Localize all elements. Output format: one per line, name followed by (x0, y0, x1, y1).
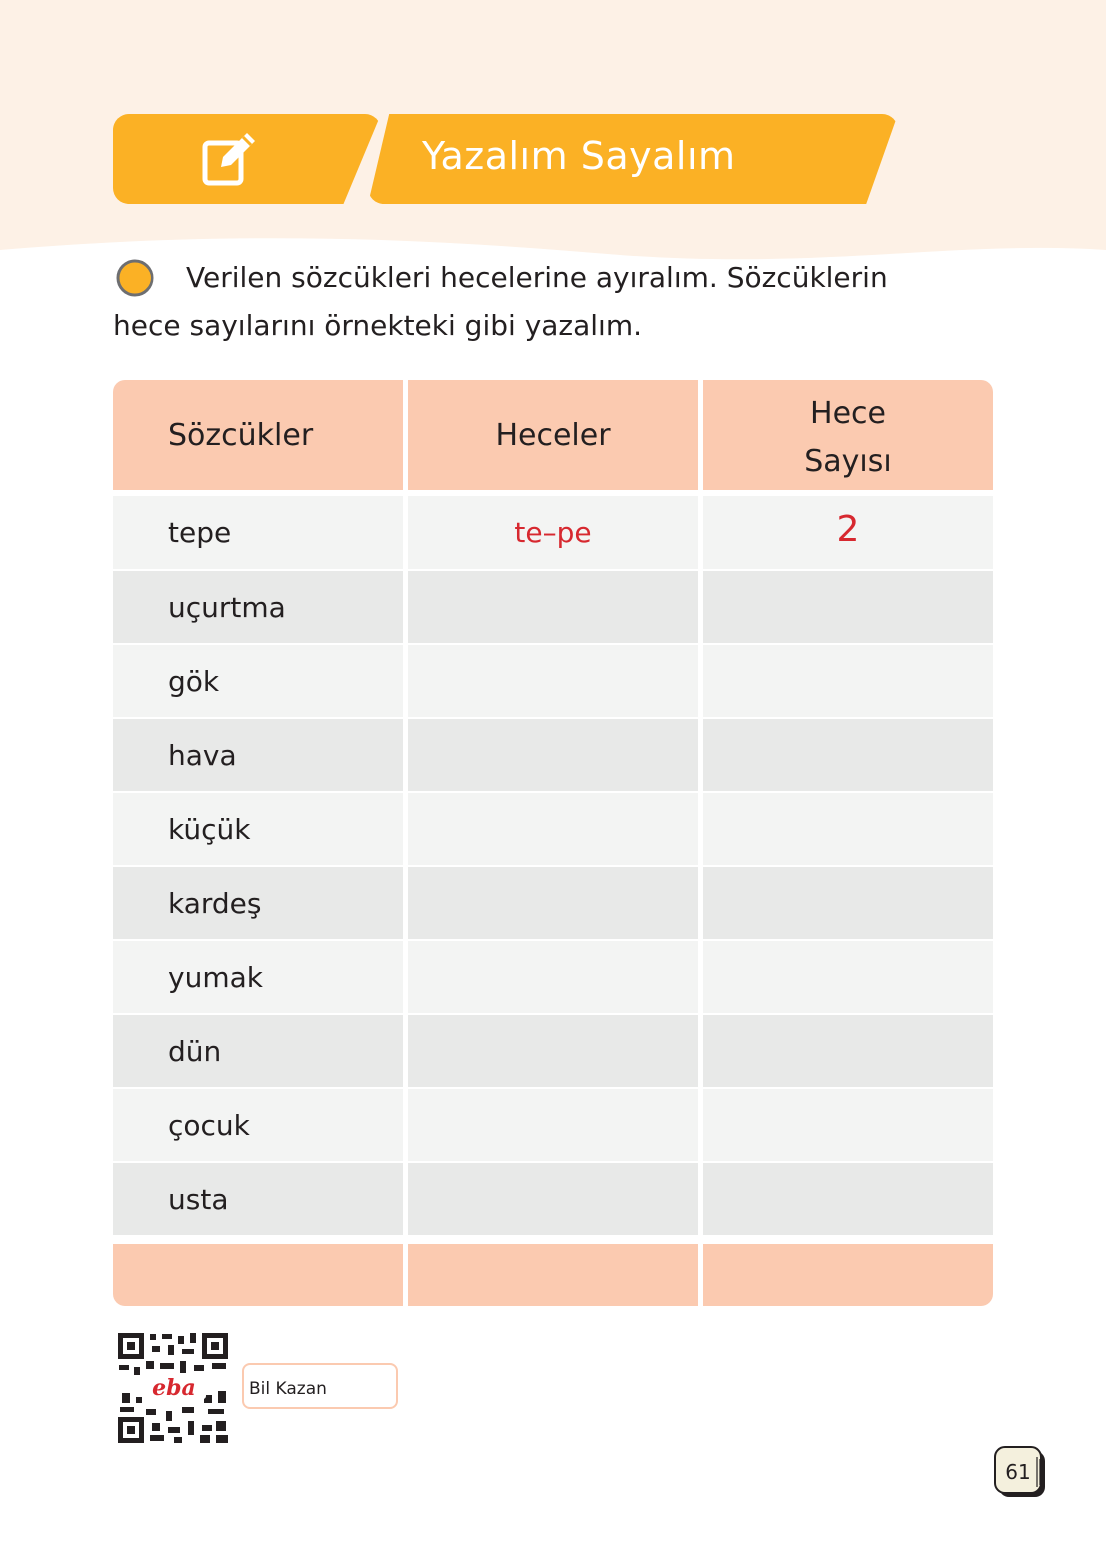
header-syllables: Heceler (408, 380, 698, 490)
table-row-word: çocuk (113, 1089, 403, 1161)
table-row-syllables[interactable]: te–pe (408, 496, 698, 569)
header-words: Sözcükler (113, 380, 403, 490)
table-row-count[interactable] (703, 793, 993, 865)
section-title: Yazalım Sayalım (422, 134, 736, 178)
table-row-count[interactable] (703, 1015, 993, 1087)
table-row-syllables[interactable] (408, 1015, 698, 1087)
table-row-count[interactable] (703, 1089, 993, 1161)
qr-code-icon[interactable] (116, 1331, 230, 1445)
table-row-syllables[interactable] (408, 867, 698, 939)
table-row-word: yumak (113, 941, 403, 1013)
table-row-syllables[interactable] (408, 1163, 698, 1235)
syllable-table (113, 380, 993, 1306)
table-footer-band (113, 1244, 403, 1306)
instruction-text: Verilen sözcükleri hecelerine ayıralım. Sözcüklerin hece sayılarını örnekteki gibi yazalım. (113, 261, 888, 342)
svg-text:eba: eba (152, 1375, 196, 1401)
table-row-syllables[interactable] (408, 941, 698, 1013)
page-number: 61 (1005, 1460, 1031, 1484)
table-row-syllables[interactable] (408, 645, 698, 717)
table-row-count[interactable] (703, 571, 993, 643)
table-footer-band (703, 1244, 993, 1306)
edit-icon (199, 129, 259, 189)
header-syllable-count: Hece Sayısı (703, 380, 993, 490)
table-row-word: tepe (113, 496, 403, 569)
bil-kazan-label: Bil Kazan (242, 1363, 398, 1409)
table-row-count[interactable] (703, 1163, 993, 1235)
table-row-count[interactable] (703, 941, 993, 1013)
table-row-word: kardeş (113, 867, 403, 939)
table-row-word: uçurtma (113, 571, 403, 643)
table-row-syllables[interactable] (408, 1089, 698, 1161)
table-row-syllables[interactable] (408, 571, 698, 643)
table-footer-band (408, 1244, 698, 1306)
table-row-count[interactable] (703, 867, 993, 939)
table-row-word: hava (113, 719, 403, 791)
table-row-word: gök (113, 645, 403, 717)
table-row-word: küçük (113, 793, 403, 865)
table-row-syllables[interactable] (408, 793, 698, 865)
table-row-count[interactable] (703, 645, 993, 717)
table-row-count[interactable]: 2 (703, 496, 993, 569)
table-row-word: dün (113, 1015, 403, 1087)
table-row-word: usta (113, 1163, 403, 1235)
table-row-count[interactable] (703, 719, 993, 791)
table-row-syllables[interactable] (408, 719, 698, 791)
